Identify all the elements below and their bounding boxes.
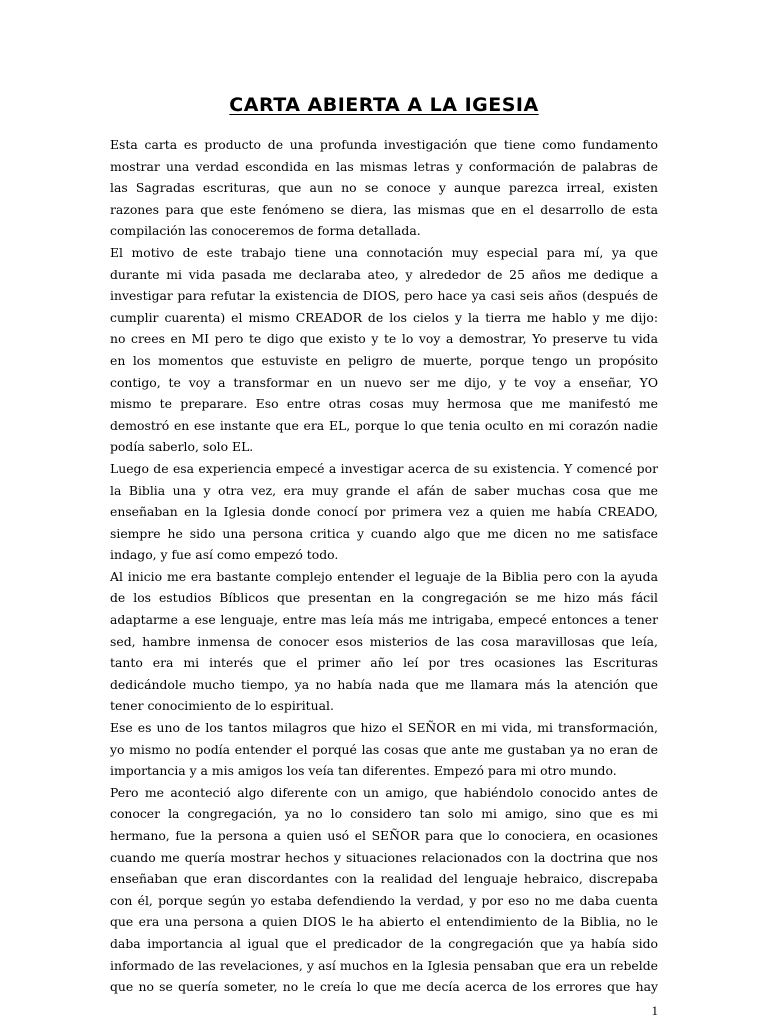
body-line: adaptarme a ese lenguaje, entre mas leía más me intrigaba, empecé entonces a tener: [110, 612, 658, 628]
body-line: informado de las revelaciones, y así muchos en la Iglesia pensaban que era un rebelde: [110, 957, 658, 973]
body-line: siempre he sido una persona critica y cuando algo que me dicen no me satisface: [110, 525, 658, 541]
body-line: tanto era mi interés que el primer año leí por tres ocasiones las Escrituras: [110, 655, 658, 671]
body-line: yo mismo no podía entender el porqué las cosas que ante me gustaban ya no eran de: [110, 741, 658, 757]
document-title: CARTA ABIERTA A LA IGESIA: [229, 94, 539, 116]
body-line: hermano, fue la persona a quien usó el SEÑOR para que lo conociera, en ocasiones: [110, 828, 658, 843]
body-line: mismo te prepararе. Eso entre otras cosas muy hermosa que me manifestó me: [110, 396, 658, 412]
body-line: daba importancia al igual que el predicador de la congregación que ya había sido: [110, 935, 658, 951]
body-line: podía saberlo, solo EL.: [110, 439, 254, 455]
page-number: 1: [651, 1003, 658, 1018]
body-line: Al inicio me era bastante complejo entender el leguaje de la Biblia pero con la ayuda: [110, 568, 658, 584]
body-line: enseñaban que eran discordantes con la realidad del lenguaje hebraico, discrepaba: [110, 871, 658, 887]
body-line: en los momentos que estuviste en peligro de muerte, porque tengo un propósito: [110, 352, 658, 368]
body-line: Esta carta es producto de una profunda investigación que tiene como fundamento: [110, 137, 658, 152]
body-line: Luego de esa experiencia empecé a investigar acerca de su existencia. Y comencé por: [110, 460, 658, 476]
body-line: mostrar una verdad escondida en las mismas letras y conformación de palabras de: [110, 158, 658, 174]
body-line: demostró en ese instante que era EL, porque lo que tenia oculto en mi corazón nadie: [110, 417, 658, 433]
body-line: de los estudios Bíblicos que presentan en la congregación se me hizo más fácil: [110, 590, 658, 606]
body-line: tener conocimiento de lo espiritual.: [110, 698, 334, 714]
body-line: dedicándole mucho tiempo, ya no había nada que me llamara más la atención que: [110, 676, 658, 692]
body-line: la Biblia una y otra vez, era muy grande el afán de saber muchas cosa que me: [110, 482, 658, 498]
body-line: contigo, te voy a transformar en un nuevo ser me dijo, y te voy a enseñar, YO: [110, 374, 658, 390]
body-line: Pero me aconteció algo diferente con un amigo, que habiéndolo conocido antes de: [110, 784, 658, 800]
document-body: [110, 134, 658, 998]
body-line: enseñaban en la Iglesia donde conocí por primera vez a quien me había CREADO,: [110, 504, 658, 520]
body-line: no crees en MI pero te digo que existo y te lo voy a demostrar, Yo preserve tu vida: [110, 331, 658, 347]
body-line: Ese es uno de los tantos milagros que hizo el SEÑOR en mi vida, mi transformación,: [110, 720, 658, 736]
body-line: durante mi vida pasada me declaraba ateo, y alrededor de 25 años me dedique a: [110, 266, 658, 282]
body-line: sed, hambre inmensa de conocer esos misterios de las cosa maravillosas que leía,: [110, 633, 658, 649]
body-line: que no se quería someter, no le creía lo que me decía acerca de los errores que hay: [110, 979, 658, 995]
body-line: que era una persona a quien DIOS le ha abierto el entendimiento de la Biblia, no le: [110, 914, 658, 930]
body-line: investigar para refutar la existencia de DIOS, pero hace ya casi seis años (después de: [110, 288, 658, 304]
body-line: compilación las conoceremos de forma detallada.: [110, 223, 421, 239]
body-line: razones para que este fenómeno se diera, las mismas que en el desarrollo de esta: [110, 201, 658, 217]
body-line: importancia y a mis amigos los veía tan diferentes. Empezó para mi otro mundo.: [110, 763, 617, 779]
body-line: indago, y fue así como empezó todo.: [110, 547, 339, 563]
body-line: conocer la congregación, ya no lo considero tan solo mi amigo, sino que es mi: [110, 806, 658, 822]
body-line: las Sagradas escrituras, que aun no se conoce y aunque parezca irreal, existen: [110, 180, 658, 196]
body-line: con él, porque según yo estaba defendiendo la verdad, y por eso no me daba cuenta: [110, 892, 658, 908]
body-line: El motivo de este trabajo tiene una connotación muy especial para mí, ya que: [110, 244, 658, 260]
body-line: cuando me quería mostrar hechos y situaciones relacionados con la doctrina que nos: [110, 849, 658, 865]
body-line: cumplir cuarenta) el mismo CREADOR de los cielos y la tierra me hablo y me dijo:: [110, 309, 658, 325]
